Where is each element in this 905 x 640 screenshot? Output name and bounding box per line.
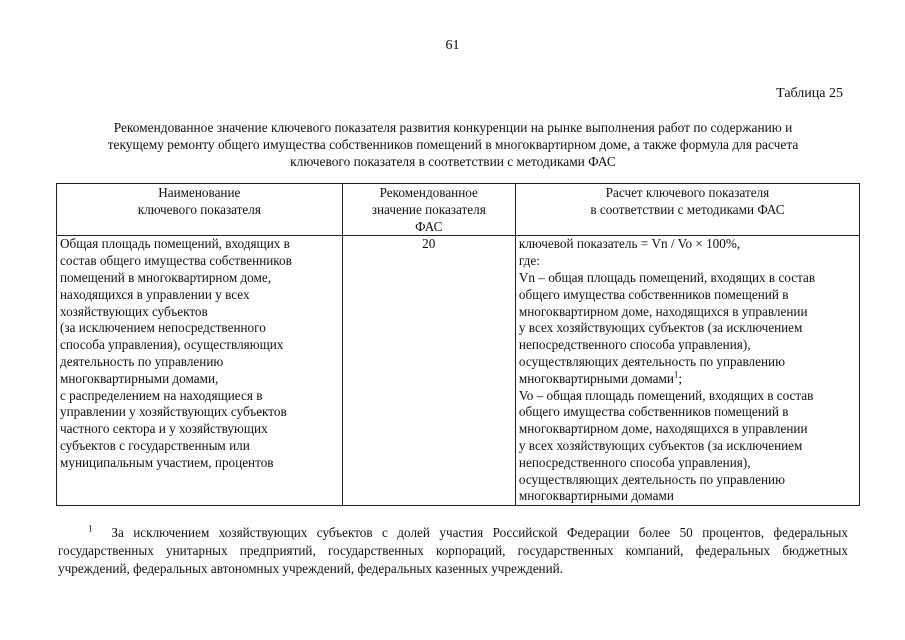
footnote-reference: 1 xyxy=(673,369,679,380)
calculation-line: Vn – общая площадь помещений, входящих в состав xyxy=(518,269,816,285)
header-text: в соответствии с методиками ФАС xyxy=(590,201,785,217)
calculation-line: непосредственного способа управления), xyxy=(518,337,751,353)
table-row xyxy=(57,236,860,506)
indicator-name-line: субъектов с государственным или xyxy=(60,437,250,453)
header-recommended-value xyxy=(342,184,515,236)
calculation-line: многоквартирном доме, находящихся в управлении xyxy=(518,303,808,319)
calculation-line: многоквартирными домами xyxy=(518,488,674,504)
calculation-line: у всех хозяйствующих субъектов (за исключением xyxy=(518,437,803,453)
caption-line: Рекомендованное значение ключевого показателя развития конкуренции на рынке выполнения работ по содержанию и xyxy=(113,120,793,135)
header-text: значение показателя xyxy=(371,201,486,217)
header-text: Наименование xyxy=(158,185,241,200)
indicator-table xyxy=(56,183,860,506)
calculation-line: непосредственного способа управления), xyxy=(518,454,751,470)
indicator-name-line: помещений в многоквартирном доме, xyxy=(60,269,272,285)
indicator-name-line: частного сектора и у хозяйствующих xyxy=(60,421,268,437)
calculation-line: где: xyxy=(518,253,540,269)
table-label: Таблица 25 xyxy=(776,86,843,101)
indicator-name-line: с распределением на находящиеся в xyxy=(60,387,263,403)
indicator-name-line: муниципальным участием, процентов xyxy=(60,454,274,470)
indicator-name-line: деятельность по управлению xyxy=(60,353,224,369)
page-number: 61 xyxy=(445,38,460,53)
footnote-marker: 1 xyxy=(88,523,93,534)
calculation-line: ключевой показатель = Vn / Vo × 100%, xyxy=(518,236,741,252)
indicator-name-line: управлении у хозяйствующих субъектов xyxy=(60,404,287,420)
cell-recommended-value: 20 xyxy=(342,236,515,506)
indicator-name-line: многоквартирными домами, xyxy=(60,370,219,386)
footnote xyxy=(58,524,848,578)
header-text: ФАС xyxy=(415,218,443,234)
calculation-line-suffix: ; xyxy=(678,370,683,386)
indicator-name-line: хозяйствующих субъектов xyxy=(60,303,208,319)
indicator-name-line: находящихся в управлении у всех xyxy=(60,286,250,302)
indicator-name-line: (за исключением непосредственного xyxy=(60,320,266,336)
calculation-line: многоквартирном доме, находящихся в управлении xyxy=(518,421,808,437)
calculation-line: у всех хозяйствующих субъектов (за исключением xyxy=(518,320,803,336)
table-caption xyxy=(58,119,848,170)
calculation-line: общего имущества собственников помещений в xyxy=(518,404,789,420)
table-header-row xyxy=(57,184,860,236)
indicator-name-line: состав общего имущества собственников xyxy=(60,253,292,269)
caption-line: ключевого показателя в соответствии с методиками ФАС xyxy=(290,154,616,169)
indicator-name-line: способа управления), осуществляющих xyxy=(60,337,284,353)
calculation-line: осуществляющих деятельность по управлению xyxy=(518,353,785,369)
indicator-name-line: Общая площадь помещений, входящих в xyxy=(60,236,290,252)
header-calculation xyxy=(515,184,859,236)
cell-indicator-name xyxy=(57,236,343,506)
caption-line: текущему ремонту общего имущества собственников помещений в многоквартирном доме, а также формула для расчета xyxy=(107,137,799,152)
cell-calculation xyxy=(515,236,859,506)
footnote-text: За исключением хозяйствующих субъектов с долей участия Российской Федерации более 50 процентов, федеральных государственных унитарных предприятий, государственных корпораций, государственных компаний, федеральных бюджетных учреждений, федеральных автономных учреждений, федеральных казенных учреждений. xyxy=(58,525,848,576)
header-text: Расчет ключевого показателя xyxy=(605,185,770,200)
header-indicator-name xyxy=(57,184,343,236)
header-text: ключевого показателя xyxy=(137,201,261,217)
header-text: Рекомендованное xyxy=(379,185,478,200)
calculation-line: Vo – общая площадь помещений, входящих в состав xyxy=(518,387,814,403)
calculation-line: осуществляющих деятельность по управлению xyxy=(518,471,785,487)
calculation-line: общего имущества собственников помещений в xyxy=(518,286,789,302)
calculation-line: многоквартирными домами$^1$; xyxy=(518,369,683,386)
